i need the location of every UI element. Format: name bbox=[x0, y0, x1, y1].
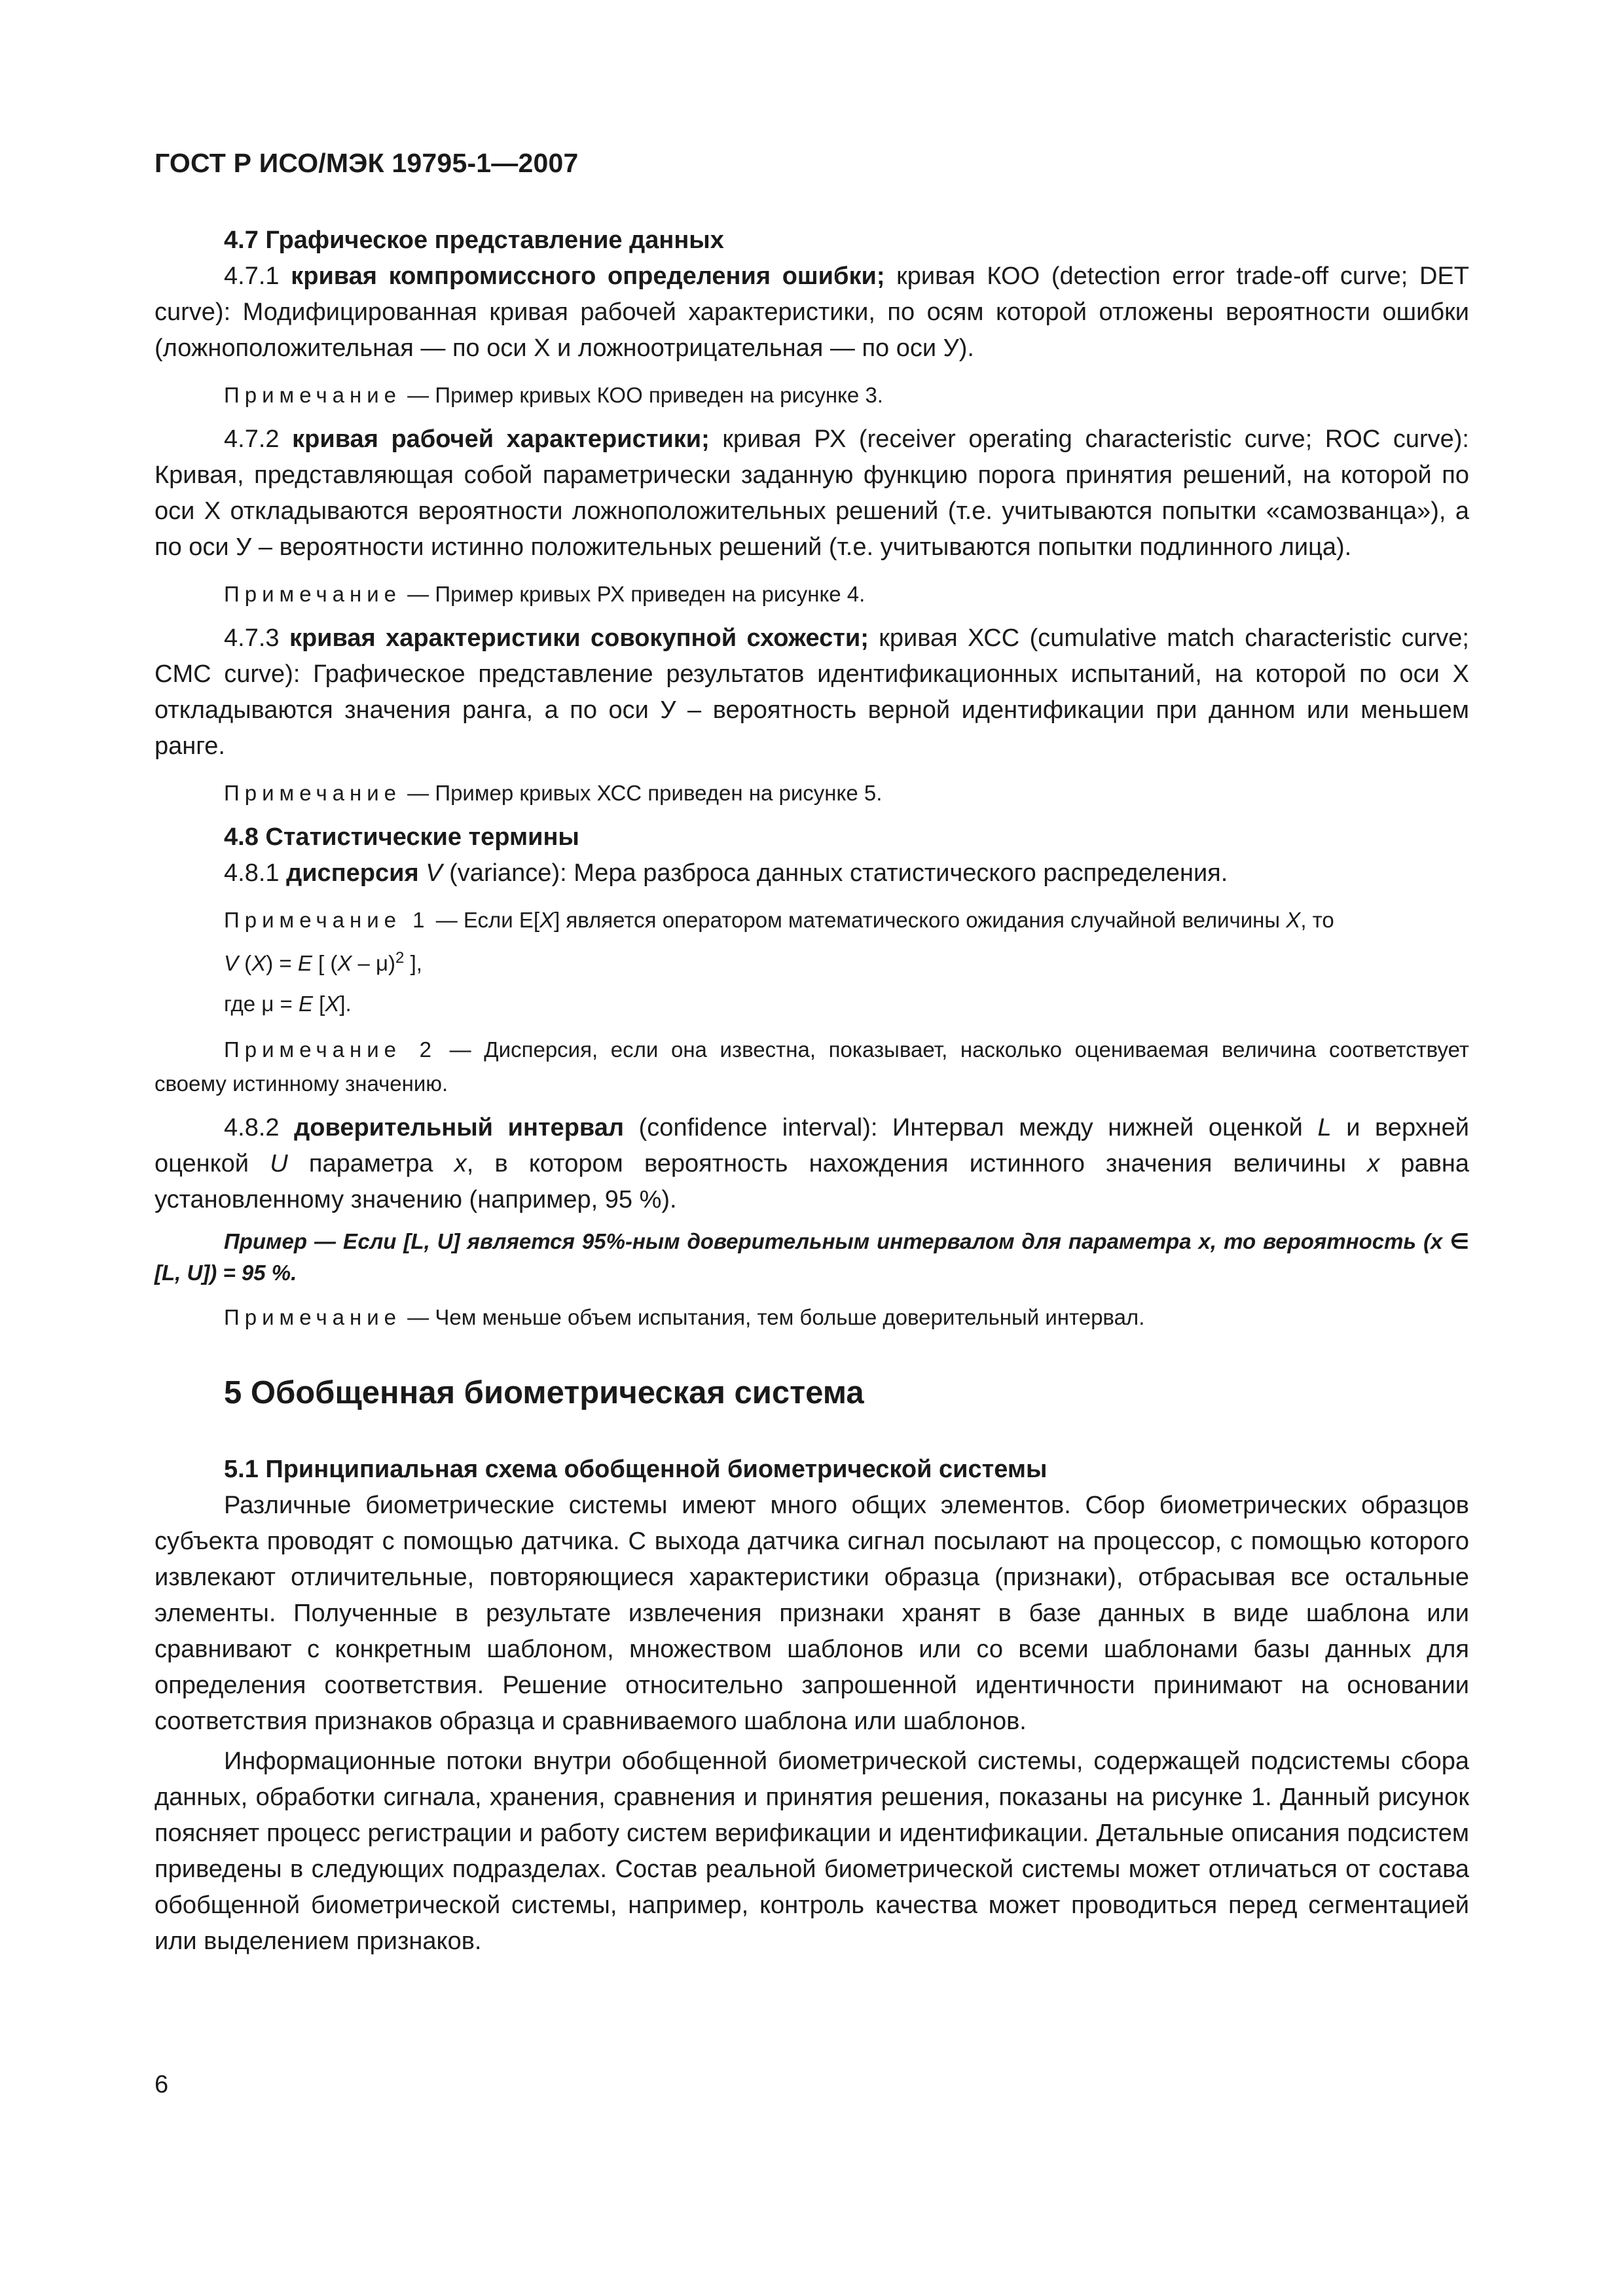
page-number: 6 bbox=[155, 2071, 169, 2098]
paragraph-4-8-2: 4.8.2 доверительный интервал (confidence interval): Интервал между нижней оценкой L и верхней оценкой U параметра x, в котором вероятность нахождения истинного значения величины x равна установленному значению (например, 95 %). bbox=[155, 1114, 1470, 1213]
section-title-4-7: 4.7 Графическое представление данных bbox=[224, 226, 724, 254]
chapter-title-5: 5 Обобщенная биометрическая система bbox=[224, 1375, 864, 1410]
page-content bbox=[155, 223, 1469, 1960]
section-title-4-8: 4.8 Статистические термины bbox=[224, 823, 579, 851]
mean-formula: где μ = E [X]. bbox=[224, 992, 352, 1016]
note-4-8-1-a: Примечание 1 — Если E[X] является оператором математического ожидания случайной величины X, то bbox=[224, 908, 1334, 932]
paragraph-4-7-3: 4.7.3 кривая характеристики совокупной схожести; кривая ХСС (cumulative match characteristic curve; CMC curve): Графическое представление результатов идентификационных испытаний, на которой по оси X откладываются значения ранга, а по оси У – вероятность верной идентификации при данном или меньшем ранге. bbox=[155, 624, 1469, 760]
section-title-5-1: 5.1 Принципиальная схема обобщенной биометрической системы bbox=[224, 1456, 1048, 1483]
paragraph-5-1-b: Информационные потоки внутри обобщенной биометрической системы, содержащей подсистемы сбора данных, обработки сигнала, хранения, сравнения и принятия решения, показаны на рисунке 1. Данный рисунок поясняет процесс регистрации и работу систем верификации и идентификации. Детальные описания подсистем приведены в следующих подразделах. Состав реальной биометрической системы может отличаться от состава обобщенной биометрической системы, например, контроль качества может проводиться перед сегментацией или выделением признаков. bbox=[155, 1748, 1469, 1955]
paragraph-5-1-a: Различные биометрические системы имеют много общих элементов. Сбор биометрических образцов субъекта проводят с помощью датчика. С выхода датчика сигнал посылают на процессор, с помощью которого извлекают отличительные, повторяющиеся характеристики образца (признаки), отбрасывая все остальные элементы. Полученные в результате извлечения признаки хранят в базе данных в виде шаблона или сравнивают с конкретным шаблоном, множеством шаблонов или со всеми шаблонами базы данных для определения соответствия. Решение относительно запрошенной идентичности принимают на основании соответствия признаков образца и сравниваемого шаблона или шаблонов. bbox=[155, 1492, 1469, 1735]
example-4-8-2: Пример — Если [L, U] является 95%-ным доверительным интервалом для параметра x, то вероятность (x ∈ [L, U]) = 95 %. bbox=[155, 1229, 1469, 1285]
note-4-7-2: Примечание — Пример кривых РХ приведен на рисунке 4. bbox=[224, 582, 866, 606]
paragraph-4-7-1: 4.7.1 кривая компромиссного определения ошибки; кривая КОО (detection error trade-off curve; DET curve): Модифицированная кривая рабочей характеристики, по осям которой отложены вероятности ошибки (ложноположительная — по оси X и ложноотрицательная — по оси У). bbox=[155, 262, 1470, 362]
note-4-8-1-b: Примечание 2 — Дисперсия, если она известна, показывает, насколько оцениваемая величина соответствует своему истинному значению. bbox=[155, 1037, 1469, 1096]
paragraph-4-8-1: 4.8.1 дисперсия V (variance): Мера разброса данных статистического распределения. bbox=[224, 859, 1228, 887]
note-4-7-1: Примечание — Пример кривых КОО приведен на рисунке 3. bbox=[224, 383, 883, 407]
note-4-7-3: Примечание — Пример кривых ХСС приведен на рисунке 5. bbox=[224, 781, 883, 805]
note-4-8-2: Примечание — Чем меньше объем испытания, тем больше доверительный интервал. bbox=[224, 1305, 1145, 1329]
document-header: ГОСТ Р ИСО/МЭК 19795-1—2007 bbox=[155, 148, 579, 178]
variance-formula: V (X) = E [ (X – μ)$^2$ ], bbox=[224, 949, 422, 975]
paragraph-4-7-2: 4.7.2 кривая рабочей характеристики; кривая РХ (receiver operating characteristic curve; ROC curve): Кривая, представляющая собой параметрически заданную функцию порога принятия решений, на которой по оси X откладываются вероятности ложноположительных решений (т.е. учитываются попытки «самозванца»), а по оси У – вероятности истинно положительных решений (т.е. учитываются попытки подлинного лица). bbox=[155, 425, 1469, 561]
